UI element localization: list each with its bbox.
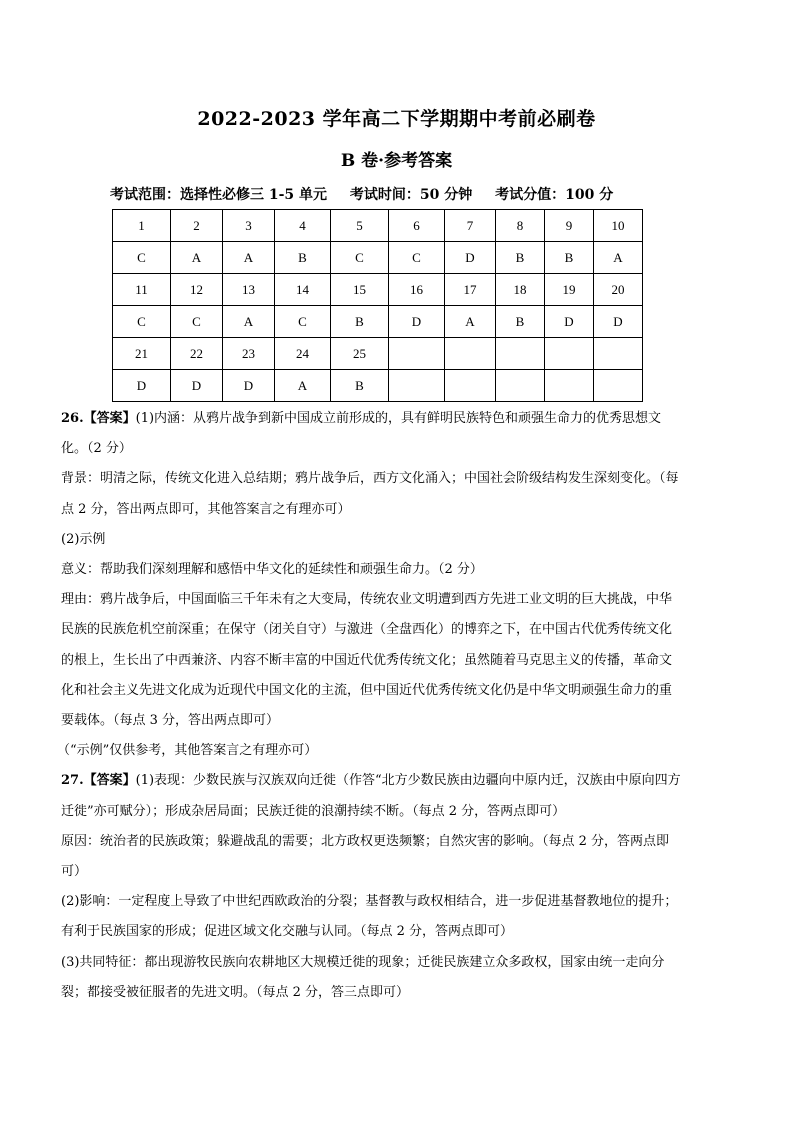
table-cell: C (171, 306, 223, 338)
table-cell: B (331, 370, 389, 402)
page-title: 2022-2023 学年高二下学期期中考前必刷卷 (197, 108, 596, 130)
exam-scope: 考试范围：选择性必修三 1-5 单元 (110, 187, 328, 203)
q27-part1 (61, 766, 681, 826)
table-cell: 21 (113, 338, 171, 370)
q26-p1: (1)内涵：从鸦片战争到新中国成立前形成的，具有鲜明民族特色和顽强生命力的优秀思想文化。（2 分） (61, 411, 662, 457)
table-cell: C (275, 306, 331, 338)
table-cell: 22 (171, 338, 223, 370)
table-cell (445, 370, 496, 402)
table-cell (545, 370, 594, 402)
q26-background: 背景：明清之际，传统文化进入总结期；鸦片战争后，西方文化涌入；中国社会阶级结构发生深刻变化。（每点 2 分，答出两点即可，其他答案言之有理亦可） (61, 471, 679, 517)
q26-note: （“示例”仅供参考，其他答案言之有理亦可） (57, 743, 318, 759)
table-cell: B (275, 242, 331, 274)
exam-time: 考试时间：50 分钟 (349, 187, 473, 203)
table-cell: B (545, 242, 594, 274)
table-cell: C (113, 242, 171, 274)
table-cell: 11 (113, 274, 171, 306)
table-cell: 15 (331, 274, 389, 306)
table-cell: 16 (389, 274, 445, 306)
table-cell: 7 (445, 210, 496, 242)
table-row (113, 274, 643, 306)
table-row (113, 242, 643, 274)
q27-causes: 原因：统治者的民族政策；躲避战乱的需要；北方政权更迭频繁；自然灾害的影响。（每点 2 分，答两点即可） (61, 833, 670, 880)
table-cell (496, 338, 545, 370)
q27-label: 27.【答案】 (61, 773, 136, 789)
q27-part2: (2)影响：一定程度上导致了中世纪西欧政治的分裂；基督教与政权相结合，进一步促进基督教地位的提升；有利于民族国家的形成；促进区域文化交融与认同。（每点 2 分，答两点即可） (61, 894, 678, 940)
table-cell: 18 (496, 274, 545, 306)
table-cell: 1 (113, 210, 171, 242)
exam-score: 考试分值：100 分 (495, 187, 614, 203)
table-cell: 9 (545, 210, 594, 242)
page-subtitle: B 卷·参考答案 (340, 151, 453, 171)
table-cell: 8 (496, 210, 545, 242)
table-cell: 24 (275, 338, 331, 370)
table-cell: D (171, 370, 223, 402)
table-cell (496, 370, 545, 402)
table-cell: 14 (275, 274, 331, 306)
table-cell (389, 338, 445, 370)
table-cell: D (545, 306, 594, 338)
table-cell: B (331, 306, 389, 338)
table-row (113, 338, 643, 370)
table-cell: D (389, 306, 445, 338)
table-cell: 13 (223, 274, 275, 306)
table-cell: 10 (594, 210, 643, 242)
table-cell: A (594, 242, 643, 274)
table-cell: D (223, 370, 275, 402)
table-cell: C (113, 306, 171, 338)
table-cell: 25 (331, 338, 389, 370)
answer-table (112, 209, 643, 402)
table-cell: A (223, 306, 275, 338)
table-cell: C (331, 242, 389, 274)
table-cell: D (445, 242, 496, 274)
table-cell (594, 338, 643, 370)
table-row (113, 306, 643, 338)
table-cell: 17 (445, 274, 496, 306)
q26-label: 26.【答案】 (61, 411, 136, 426)
table-row (113, 210, 643, 242)
q26-reason: 理由：鸦片战争后，中国面临三千年未有之大变局，传统农业文明遭到西方先进工业文明的巨大挑战，中华民族的民族危机空前深重；在保守（闭关自守）与激进（全盘西化）的博弈之下，在中国古代优秀传统文化的根上，生长出了中西兼济、内容不断丰富的中国近代优秀传统文化；虽然随着马克思主义的传播，革命文化和社会主义先进文化成为近现代中国文化的主流，但中国近代优秀传统文化仍是中华文明顽强生命力的重要载体。（每点 3 分，答出两点即可） (61, 592, 673, 729)
table-cell (594, 370, 643, 402)
answer-explanations (57, 404, 681, 1008)
table-cell: A (275, 370, 331, 402)
table-cell: 20 (594, 274, 643, 306)
table-cell: 2 (171, 210, 223, 242)
q27-part3: (3)共同特征：都出现游牧民族向农耕地区大规模迁徙的现象；迁徙民族建立众多政权，国家由统一走向分裂；都接受被征服者的先进文明。（每点 2 分，答三点即可） (61, 954, 665, 1000)
q26-part1 (61, 404, 681, 464)
table-cell: 12 (171, 274, 223, 306)
table-cell (445, 338, 496, 370)
table-cell: 19 (545, 274, 594, 306)
q26-part2-heading: (2)示例 (61, 531, 106, 547)
table-row (113, 370, 643, 402)
table-cell: A (223, 242, 275, 274)
table-cell (545, 338, 594, 370)
table-cell: 23 (223, 338, 275, 370)
exam-info (110, 184, 631, 204)
table-cell: B (496, 306, 545, 338)
table-cell: B (496, 242, 545, 274)
table-cell: 4 (275, 210, 331, 242)
q27-p1: (1)表现：少数民族与汉族双向迁徙（作答“北方少数民族由边疆向中原内迁，汉族由中原向四方迁徙”亦可赋分）；形成杂居局面；民族迁徙的浪潮持续不断。（每点 2 分，答两点即可） (61, 773, 681, 819)
table-cell: A (171, 242, 223, 274)
table-cell: A (445, 306, 496, 338)
table-cell: 5 (331, 210, 389, 242)
table-cell: D (594, 306, 643, 338)
table-cell: 3 (223, 210, 275, 242)
q26-significance: 意义：帮助我们深刻理解和感悟中华文化的延续性和顽强生命力。（2 分） (61, 562, 483, 578)
table-cell: D (113, 370, 171, 402)
table-cell (389, 370, 445, 402)
table-cell: C (389, 242, 445, 274)
table-cell: 6 (389, 210, 445, 242)
